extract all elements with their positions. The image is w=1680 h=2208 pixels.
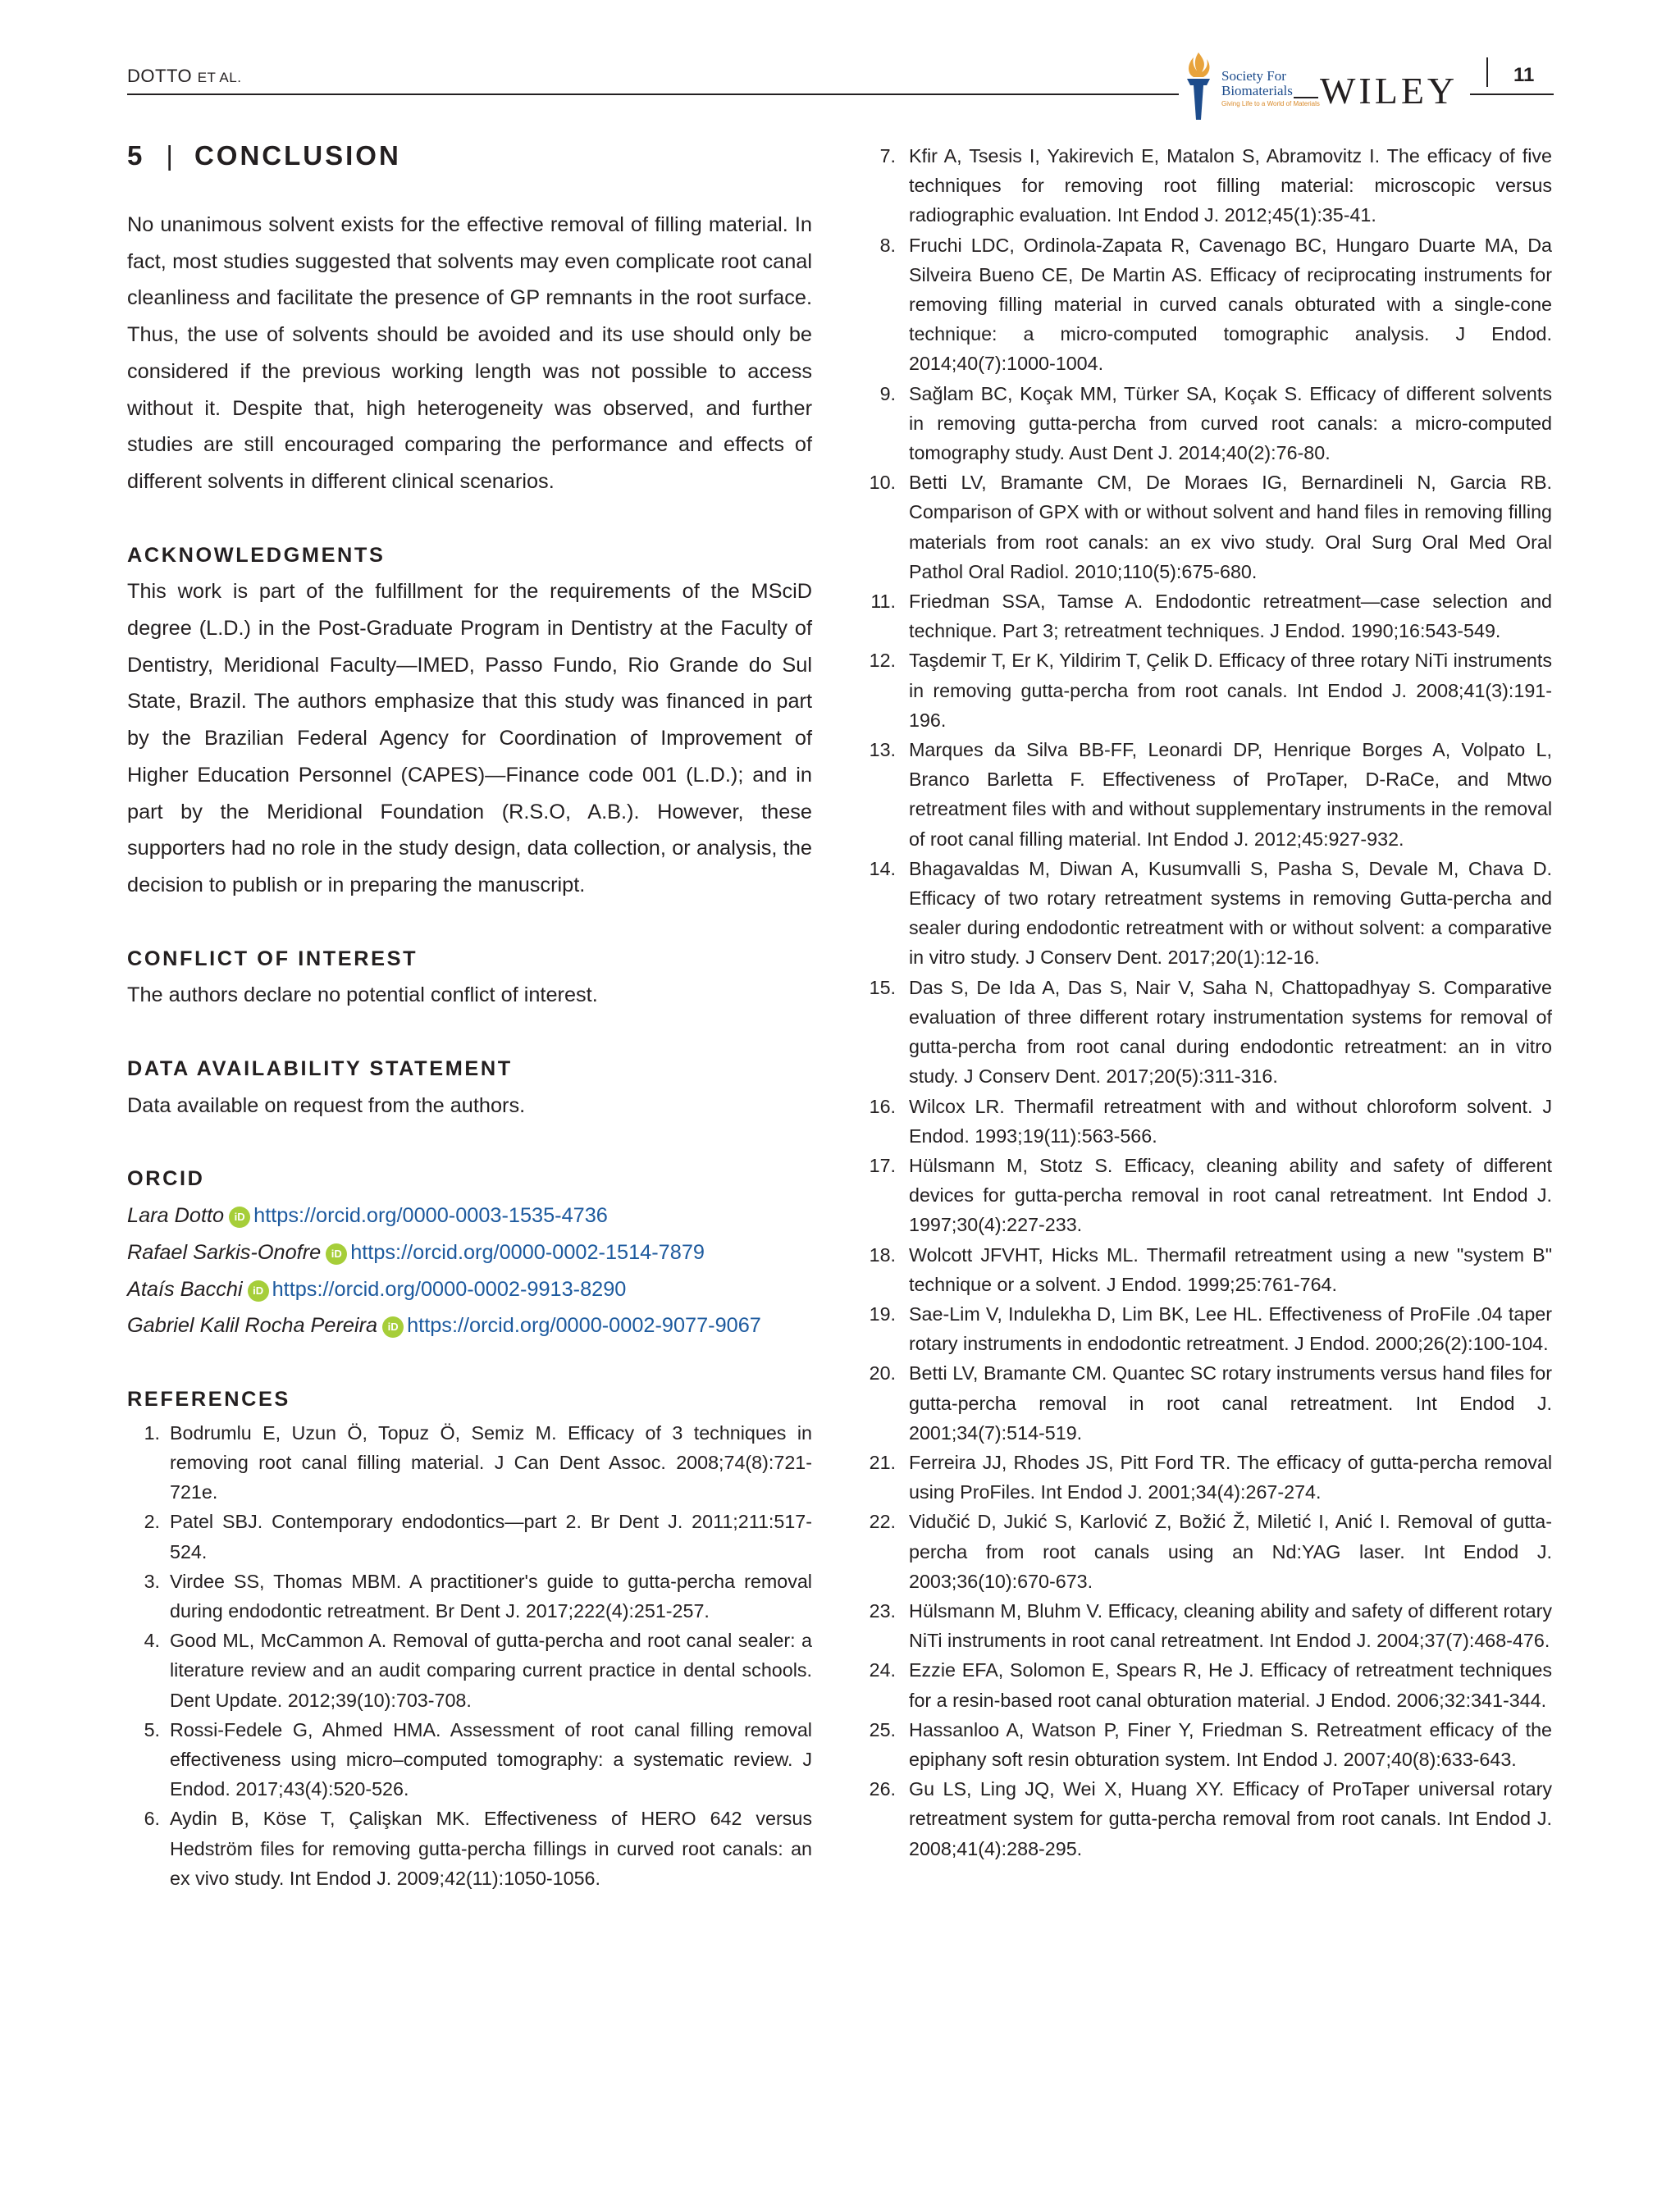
- reference-text: Bhagavaldas M, Diwan A, Kusumvalli S, Pasha S, Devale M, Chava D. Efficacy of two rotary retreatment systems in removing Gutta-percha and sealer during endodontic retreatment with or without solvent: a comparative in vitro study. J Conserv Dent. 2017;20(1):12-16.: [909, 857, 1552, 969]
- reference-item: [861, 854, 1552, 973]
- orcid-entry: [127, 1198, 812, 1234]
- reference-item: [861, 1358, 1552, 1448]
- conflict-heading: CONFLICT OF INTEREST: [127, 947, 418, 970]
- wiley-logo: WILEY: [1320, 70, 1459, 112]
- reference-number: 6.: [144, 1808, 160, 1830]
- reference-number: 21.: [869, 1451, 896, 1473]
- reference-number: 7.: [879, 145, 896, 167]
- reference-item: [127, 1626, 812, 1715]
- reference-number: 8.: [879, 234, 896, 256]
- reference-item: [861, 468, 1552, 586]
- reference-item: [861, 1092, 1552, 1151]
- reference-number: 20.: [869, 1362, 896, 1385]
- running-head: [127, 66, 241, 87]
- left-column: [127, 135, 812, 1893]
- reference-number: 3.: [144, 1570, 160, 1592]
- reference-item: [861, 1655, 1552, 1714]
- reference-text: Betti LV, Bramante CM. Quantec SC rotary instruments versus hand files for gutta-percha removal in root canal retreatment. Int Endod J. 2001;34(7):514-519.: [909, 1362, 1552, 1444]
- reference-text: Ezzie EFA, Solomon E, Spears R, He J. Efficacy of retreatment techniques for a resin-based root canal obturation material. J Endod. 2006;32:341-344.: [909, 1659, 1552, 1711]
- references-heading: REFERENCES: [127, 1387, 290, 1411]
- data-availability-heading: DATA AVAILABILITY STATEMENT: [127, 1057, 513, 1081]
- reference-item: [861, 646, 1552, 735]
- reference-number: 16.: [869, 1095, 896, 1117]
- reference-text: Sağlam BC, Koçak MM, Türker SA, Koçak S. Efficacy of different solvents in removing gutta-percha from curved root canals: a micro-computed tomography study. Aust Dent J. 2014;40(2):76-80.: [909, 382, 1552, 464]
- orcid-link[interactable]: https://orcid.org/0000-0003-1535-4736: [253, 1204, 608, 1228]
- reference-text: Sae-Lim V, Indulekha D, Lim BK, Lee HL. Effectiveness of ProFile .04 taper rotary instruments in endodontic retreatment. J Endod. 2000;26(2):100-104.: [909, 1302, 1552, 1355]
- reference-item: [861, 230, 1552, 379]
- reference-item: [861, 1715, 1552, 1774]
- orcid-link[interactable]: https://orcid.org/0000-0002-9077-9067: [407, 1314, 761, 1338]
- torch-icon: [1179, 49, 1218, 121]
- reference-item: [127, 1804, 812, 1893]
- reference-item: [861, 1151, 1552, 1240]
- publisher-logo: [1179, 49, 1470, 123]
- reference-item: [861, 379, 1552, 468]
- reference-number: 26.: [869, 1778, 896, 1800]
- reference-text: Ferreira JJ, Rhodes JS, Pitt Ford TR. The efficacy of gutta-percha removal using ProFiles. Int Endod J. 2001;34(4):267-274.: [909, 1451, 1552, 1503]
- conclusion-heading: [127, 140, 812, 171]
- reference-text: Vidučić D, Jukić S, Karlović Z, Božić Ž, Miletić I, Anić I. Removal of gutta-percha from root canals using an Nd:YAG laser. Int Endod J. 2003;36(10):670-673.: [909, 1511, 1552, 1592]
- reference-number: 25.: [869, 1718, 896, 1740]
- reference-item: [861, 1596, 1552, 1655]
- orcid-list: [127, 1198, 812, 1344]
- society-name: [1221, 69, 1293, 98]
- reference-text: Virdee SS, Thomas MBM. A practitioner's guide to gutta-percha removal during endodontic retreatment. Br Dent J. 2017;222(4):251-257.: [170, 1570, 812, 1622]
- reference-number: 23.: [869, 1599, 896, 1622]
- conclusion-text: No unanimous solvent exists for the effective removal of filling material. In fact, most studies suggested that solvents may even complicate root canal cleanliness and facilitate the presence of GP remnants in the root surface. Thus, the use of solvents should be avoided and its use should only be considered if the previous working length was not possible to access without it. Despite that, high heterogeneity was observed, and further studies are still encouraged comparing the performance and effects of different solvents in different clinical scenarios.: [127, 213, 812, 493]
- reference-number: 15.: [869, 976, 896, 998]
- reference-text: Hülsmann M, Bluhm V. Efficacy, cleaning ability and safety of different rotary NiTi instruments in root canal retreatment. Int Endod J. 2004;37(7):468-476.: [909, 1599, 1552, 1652]
- right-column: [861, 141, 1552, 1864]
- orcid-entry: [127, 1271, 812, 1308]
- orcid-author-name: Rafael Sarkis-Onofre: [127, 1240, 322, 1264]
- section-separator: |: [166, 140, 173, 171]
- reference-number: 22.: [869, 1511, 896, 1533]
- reference-text: Kfir A, Tsesis I, Yakirevich E, Matalon S, Abramovitz I. The efficacy of five techniques for removing root filling material: microscopic versus radiographic evaluation. Int Endod J. 2012;45(1):35-41.: [909, 145, 1552, 226]
- reference-item: [861, 1448, 1552, 1507]
- reference-text: Good ML, McCammon A. Removal of gutta-percha and root canal sealer: a literature review and an audit comparing current practice in dental schools. Dent Update. 2012;39(10):703-708.: [170, 1630, 812, 1711]
- reference-item: [861, 1240, 1552, 1299]
- reference-item: [861, 735, 1552, 854]
- conflict-text: The authors declare no potential conflict of interest.: [127, 983, 598, 1007]
- acknowledgments-heading: ACKNOWLEDGMENTS: [127, 543, 386, 567]
- reference-item: [861, 973, 1552, 1092]
- reference-text: Patel SBJ. Contemporary endodontics—part 2. Br Dent J. 2011;211:517-524.: [170, 1511, 812, 1562]
- reference-number: 14.: [869, 857, 896, 879]
- orcid-link[interactable]: https://orcid.org/0000-0002-1514-7879: [350, 1240, 705, 1264]
- reference-item: [861, 586, 1552, 646]
- logo-rule: [1294, 97, 1318, 98]
- reference-text: Wolcott JFVHT, Hicks ML. Thermafil retreatment using a new "system B" technique or a solvent. J Endod. 1999;25:761-764.: [909, 1243, 1552, 1295]
- society-line-1: Society For: [1221, 68, 1286, 84]
- page-number-separator: [1486, 57, 1488, 87]
- reference-number: 10.: [869, 472, 896, 494]
- reference-item: [127, 1567, 812, 1626]
- reference-item: [127, 1715, 812, 1804]
- society-line-2: Biomaterials: [1221, 83, 1293, 98]
- reference-text: Hassanloo A, Watson P, Finer Y, Friedman S. Retreatment efficacy of the epiphany soft resin obturation system. Int Endod J. 2007;40(8):633-643.: [909, 1718, 1552, 1770]
- reference-list-left: [127, 1418, 812, 1893]
- reference-text: Friedman SSA, Tamse A. Endodontic retreatment—case selection and technique. Part 3; retreatment techniques. J Endod. 1990;16:543-549.: [909, 591, 1552, 642]
- section-title: CONCLUSION: [194, 140, 401, 171]
- reference-item: [127, 1507, 812, 1566]
- reference-text: Betti LV, Bramante CM, De Moraes IG, Bernardineli N, Garcia RB. Comparison of GPX with or without solvent and hand files in removing filling materials from root canals: an ex vivo study. Oral Surg Oral Med Oral Pathol Oral Radiol. 2010;110(5):675-680.: [909, 472, 1552, 582]
- reference-item: [861, 1774, 1552, 1864]
- acknowledgments-text: This work is part of the fulfillment for the requirements of the MSciD degree (L.D.) in the Post-Graduate Program in Dentistry at the Faculty of Dentistry, Meridional Faculty—IMED, Passo Fundo, Rio Grande do Sul State, Brazil. The authors emphasize that this study was financed in part by the Brazilian Federal Agency for Coordination of Improvement of Higher Education Personnel (CAPES)—Finance code 001 (L.D.); and in part by the Meridional Foundation (R.S.O, A.B.). However, these supporters had no role in the study design, data collection, or analysis, the decision to publish or in preparing the manuscript.: [127, 580, 812, 896]
- reference-text: Wilcox LR. Thermafil retreatment with and without chloroform solvent. J Endod. 1993;19(11):563-566.: [909, 1095, 1552, 1147]
- reference-number: 2.: [144, 1511, 160, 1533]
- reference-number: 11.: [870, 591, 896, 613]
- reference-item: [861, 1299, 1552, 1358]
- orcid-heading: ORCID: [127, 1167, 205, 1191]
- reference-number: 18.: [869, 1243, 896, 1266]
- orcid-icon: iD: [248, 1280, 269, 1302]
- section-number: 5: [127, 140, 145, 171]
- orcid-link[interactable]: https://orcid.org/0000-0002-9913-8290: [272, 1277, 627, 1301]
- reference-number: 19.: [869, 1302, 896, 1325]
- page-number: 11: [1513, 64, 1535, 86]
- society-tagline: Giving Life to a World of Materials: [1221, 100, 1320, 107]
- orcid-icon: iD: [229, 1207, 250, 1228]
- reference-number: 24.: [869, 1659, 896, 1681]
- orcid-entry: [127, 1234, 812, 1271]
- orcid-author-name: Ataís Bacchi: [127, 1277, 243, 1301]
- orcid-icon: iD: [382, 1316, 404, 1338]
- orcid-entry: [127, 1307, 812, 1344]
- orcid-author-name: Lara Dotto: [127, 1204, 225, 1228]
- reference-text: Marques da Silva BB-FF, Leonardi DP, Henrique Borges A, Volpato L, Branco Barletta F. Effectiveness of ProTaper, D-RaCe, and Mtwo retreatment files with and without supplementary instruments in the removal of root canal filling material. Int Endod J. 2012;45:927-932.: [909, 739, 1552, 850]
- reference-text: Taşdemir T, Er K, Yildirim T, Çelik D. Efficacy of three rotary NiTi instruments in removing gutta-percha from root canals. Int Endod J. 2008;41(3):191-196.: [909, 650, 1552, 731]
- reference-text: Gu LS, Ling JQ, Wei X, Huang XY. Efficacy of ProTaper universal rotary retreatment system for gutta-percha removal from root canals. Int Endod J. 2008;41(4):288-295.: [909, 1778, 1552, 1859]
- reference-item: [861, 141, 1552, 230]
- reference-text: Fruchi LDC, Ordinola-Zapata R, Cavenago BC, Hungaro Duarte MA, Da Silveira Bueno CE, De Martin AS. Efficacy of reciprocating instruments for removing filling material in curved canals obturated with a single-cone technique: a micro-computed tomographic analysis. J Endod. 2014;40(7):1000-1004.: [909, 234, 1552, 375]
- reference-text: Das S, De Ida A, Das S, Nair V, Saha N, Chattopadhyay S. Comparative evaluation of three different rotary instrumentation systems for removal of gutta-percha from root canal during endodontic retreatment: an in vitro study. J Conserv Dent. 2017;20(5):311-316.: [909, 976, 1552, 1088]
- page-header: [127, 59, 1554, 112]
- reference-number: 4.: [144, 1630, 160, 1652]
- reference-text: Rossi-Fedele G, Ahmed HMA. Assessment of root canal filling removal effectiveness using micro–computed tomography: a systematic review. J Endod. 2017;43(4):520-526.: [170, 1718, 812, 1800]
- reference-number: 1.: [144, 1421, 160, 1444]
- reference-text: Aydin B, Köse T, Çalişkan MK. Effectiveness of HERO 642 versus Hedström files for removing gutta-percha fillings in curved root canals: an ex vivo study. Int Endod J. 2009;42(11):1050-1056.: [170, 1808, 812, 1889]
- orcid-author-name: Gabriel Kalil Rocha Pereira: [127, 1314, 378, 1338]
- reference-number: 5.: [144, 1718, 160, 1740]
- reference-number: 12.: [869, 650, 896, 672]
- reference-item: [127, 1418, 812, 1508]
- reference-text: Hülsmann M, Stotz S. Efficacy, cleaning ability and safety of different devices for gutta-percha removal in root canal retreatment. Int Endod J. 1997;30(4):227-233.: [909, 1154, 1552, 1236]
- running-head-author: DOTTO: [127, 66, 193, 86]
- reference-list-right: [861, 141, 1552, 1864]
- orcid-icon: iD: [326, 1243, 347, 1265]
- reference-number: 13.: [869, 739, 896, 761]
- reference-number: 17.: [869, 1154, 896, 1176]
- reference-number: 9.: [879, 382, 896, 404]
- reference-text: Bodrumlu E, Uzun Ö, Topuz Ö, Semiz M. Efficacy of 3 techniques in removing root canal filling material. J Can Dent Assoc. 2008;74(8):721-721e.: [170, 1421, 812, 1503]
- running-head-suffix: ET AL.: [197, 70, 242, 85]
- reference-item: [861, 1507, 1552, 1596]
- data-availability-text: Data available on request from the authors.: [127, 1093, 526, 1117]
